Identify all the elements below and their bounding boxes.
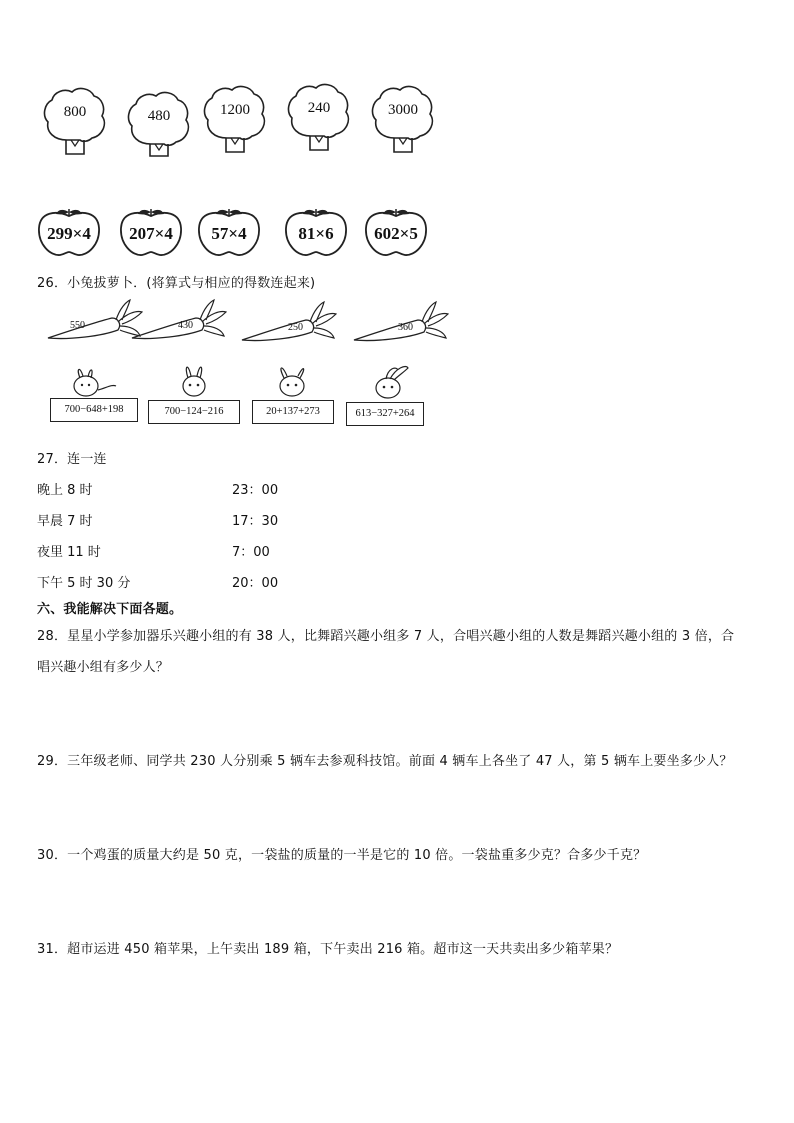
tree-1 [40,86,110,156]
carrot-value: 550 [70,320,85,331]
tree-number: 480 [147,108,171,124]
tree-number: 1200 [220,102,250,118]
rabbit-4 [368,364,408,396]
rabbit-1 [68,366,108,398]
time-left-1[interactable]: 晚上 8 时 [37,483,93,498]
q27-title: 27．连一连 [37,452,107,467]
apple-2 [118,206,184,258]
tree-icon [124,90,194,160]
time-left-3[interactable]: 夜里 11 时 [37,545,101,560]
tree-3 [200,84,270,154]
tree-icon [368,84,438,154]
q31-text: 31．超市运进 450 箱苹果，上午卖出 189 箱，下午卖出 216 箱。超市这一天共卖出多少箱苹果？ [37,942,619,957]
carrot-value: 250 [288,322,303,333]
rabbit-3 [272,362,312,394]
expression-box-3[interactable]: 20+137+273 [252,400,334,424]
q28-line1: 28．星星小学参加器乐兴趣小组的有 38 人，比舞蹈兴趣小组多 7 人，合唱兴趣小组的人数是舞蹈兴趣小组的 3 倍，合 [37,629,735,644]
rabbit-icon [174,362,214,398]
carrot-value: 430 [178,320,193,331]
time-left-2[interactable]: 早晨 7 时 [37,514,93,529]
rabbit-icon [68,366,118,400]
tree-number: 800 [63,104,87,120]
apple-5 [363,206,429,258]
tree-icon [40,86,110,156]
q29-text: 29．三年级老师、同学共 230 人分别乘 5 辆车去参观科技馆。前面 4 辆车上各坐了 47 人，第 5 辆车上要坐多少人？ [37,754,733,769]
rabbit-icon [272,362,312,398]
q26-title: 26．小兔拔萝卜．(将算式与相应的得数连起来) [37,276,316,291]
apple-expression: 57×4 [211,224,247,243]
apple-expression: 299×4 [47,224,91,243]
time-right-1[interactable]: 23：00 [232,483,279,498]
expression-box-4[interactable]: 613−327+264 [346,402,424,426]
tree-icon [200,84,270,154]
tree-2 [124,90,194,160]
tree-number: 240 [307,100,331,116]
apple-4 [283,206,349,258]
apple-expression: 207×4 [129,224,173,243]
section-heading: 六、我能解决下面各题。 [37,602,183,617]
tree-5 [368,84,438,154]
apple-1 [36,206,102,258]
tree-icon [284,82,354,152]
tree-number: 3000 [388,102,418,118]
carrot-2 [130,296,230,346]
expression-box-1[interactable]: 700−648+198 [50,398,138,422]
rabbit-icon [368,364,412,400]
time-right-3[interactable]: 7：00 [232,545,270,560]
q28-line2: 唱兴趣小组有多少人？ [37,660,170,675]
expression-box-2[interactable]: 700−124−216 [148,400,240,424]
apple-expression: 81×6 [298,224,334,243]
time-right-4[interactable]: 20：00 [232,576,279,591]
carrot-value: 360 [398,322,413,333]
rabbit-2 [174,362,214,394]
q30-text: 30．一个鸡蛋的质量大约是 50 克，一袋盐的质量的一半是它的 10 倍。一袋盐重多少克？合多少千克？ [37,848,647,863]
time-left-4[interactable]: 下午 5 时 30 分 [37,576,131,591]
apple-expression: 602×5 [374,224,418,243]
carrot-3 [240,298,340,348]
carrot-4 [352,298,452,348]
apple-3 [196,206,262,258]
tree-4 [284,82,354,152]
time-right-2[interactable]: 17：30 [232,514,279,529]
